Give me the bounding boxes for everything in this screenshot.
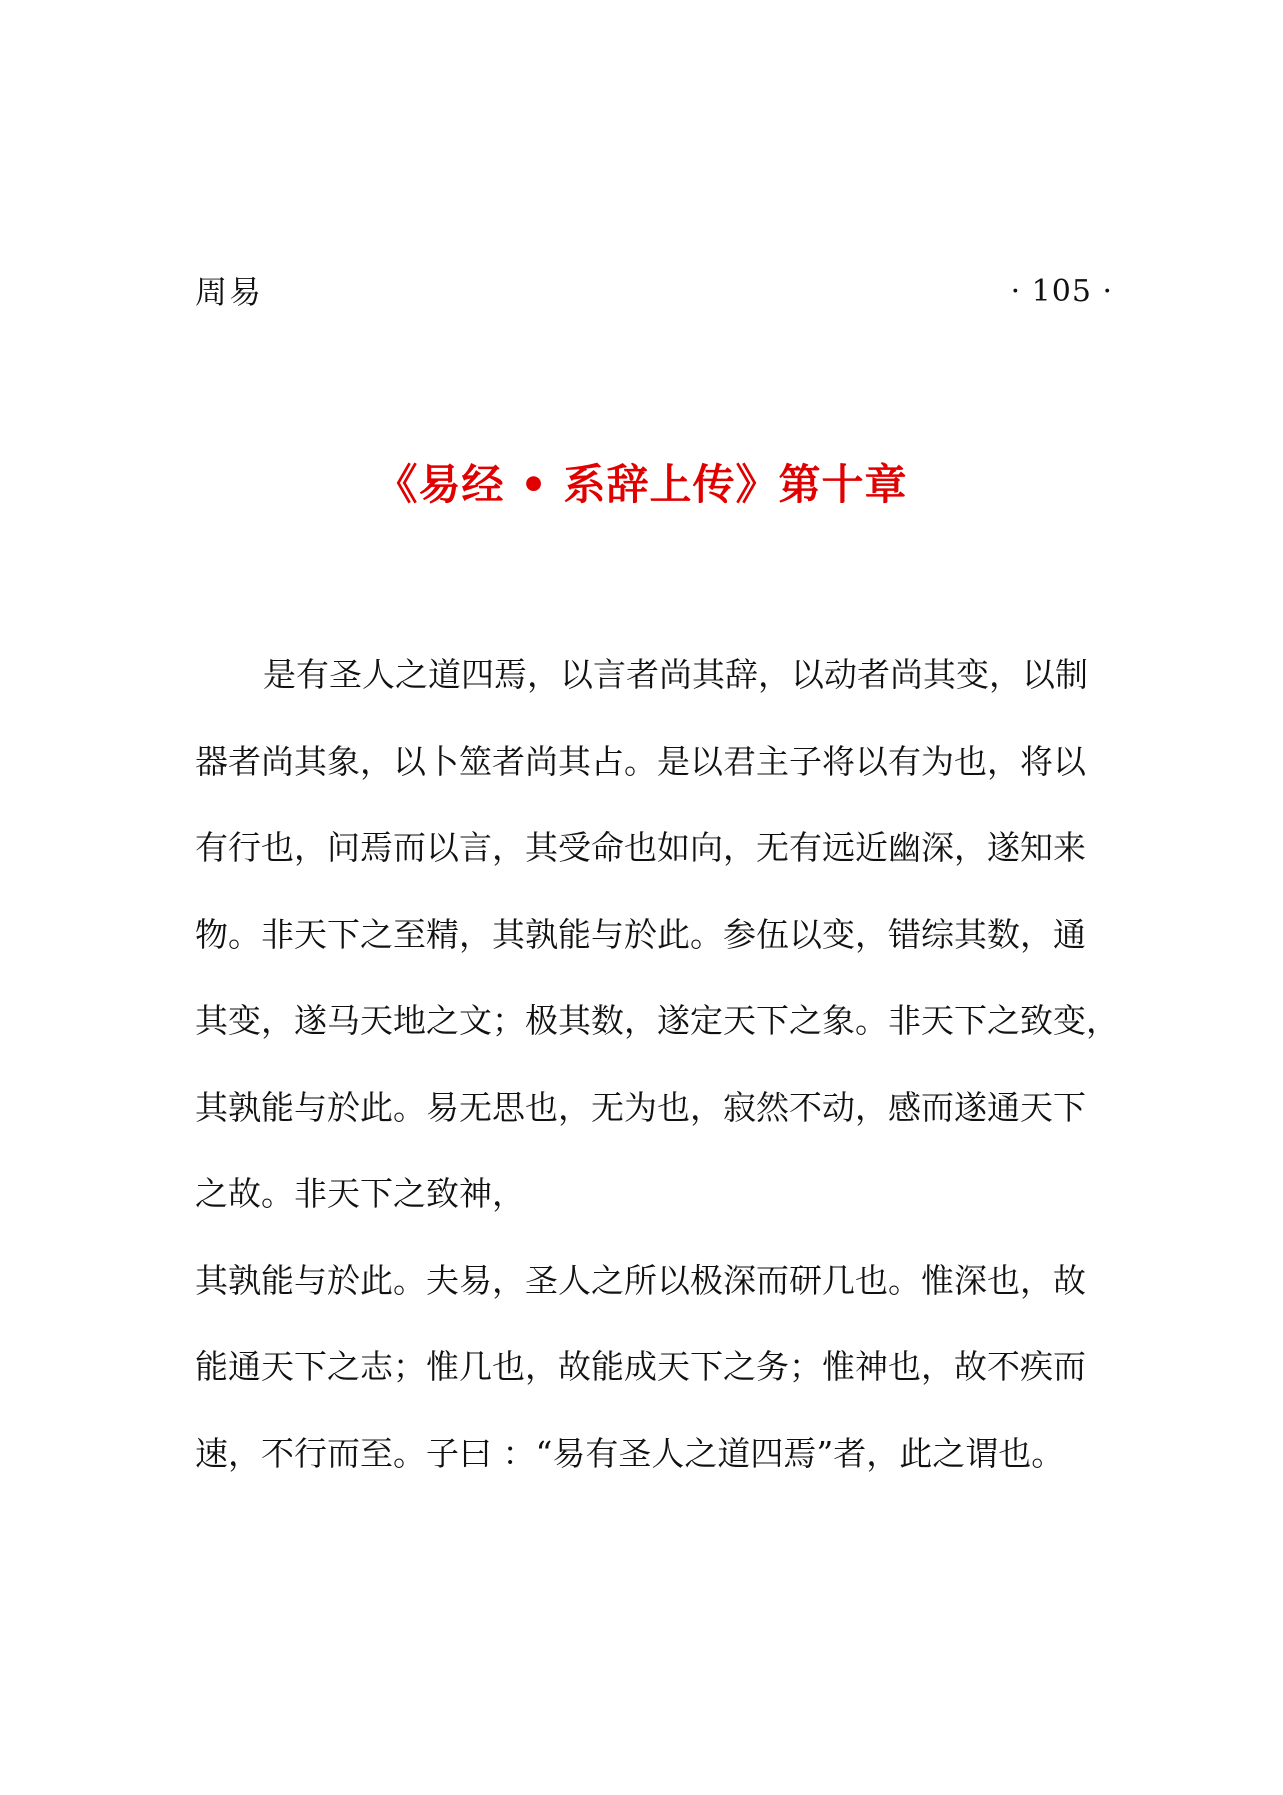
body-text bbox=[195, 650, 1119, 1515]
text-line: 能通天下之志；惟几也，故能成天下之务；惟神也，故不疾而 bbox=[195, 1347, 1086, 1386]
page-number: · 105 · bbox=[1010, 274, 1113, 309]
text-line: 其孰能与於此。易无思也，无为也，寂然不动，感而遂通天下 bbox=[195, 1087, 1086, 1127]
text-line: 之故。非天下之致神， bbox=[195, 1174, 525, 1213]
text-line: 是有圣人之道四焉，以言者尚其辞，以动者尚其变，以制 bbox=[263, 655, 1088, 694]
text-line: 物。非天下之至精，其孰能与於此。参伍以变，错综其数，通 bbox=[195, 914, 1086, 954]
text-line: 其孰能与於此。夫易，圣人之所以极深而研几也。惟深也，故 bbox=[195, 1260, 1086, 1300]
text-line: 其变，遂马天地之文；极其数，遂定天下之象。非天下之致变， bbox=[195, 1001, 1119, 1040]
chapter-title: 《易经 • 系辞上传》第十章 bbox=[375, 460, 908, 509]
text-line: 速，不行而至。子曰 ：“易有圣人之道四焉”者，此之谓也。 bbox=[195, 1433, 1065, 1473]
running-header-book-title: 周易 bbox=[195, 273, 264, 311]
text-line: 器者尚其象，以卜筮者尚其占。是以君主子将以有为也，将以 bbox=[195, 741, 1086, 781]
text-line: 有行也，问焉而以言，其受命也如向，无有远近幽深，遂知来 bbox=[195, 828, 1086, 867]
